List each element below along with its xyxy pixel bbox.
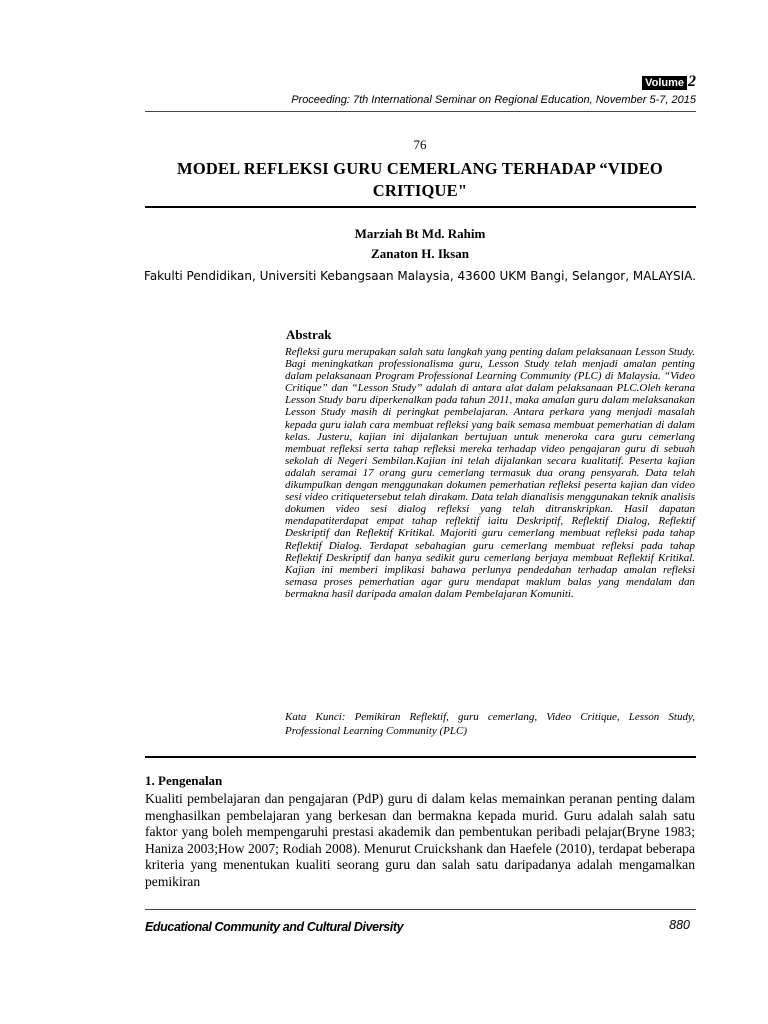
- proceeding-line: Proceeding: 7th International Seminar on Regional Education, November 5-7, 2015: [291, 94, 696, 106]
- header-divider: [145, 111, 696, 112]
- paper-title: MODEL REFLEKSI GURU CEMERLANG TERHADAP “VIDEO CRITIQUE": [177, 159, 663, 200]
- volume-number: 2: [688, 73, 696, 90]
- section-body: Kualiti pembelajaran dan pengajaran (PdP) guru di dalam kelas memainkan peranan penting dalam menghasilkan pembelajaran yang berkesan dan bermakna kepada murid. Guru adalah salah satu faktor yang boleh mempengaruhi prestasi akademik dan pembentukan peribadi pelajar(Bryne 1983; Haniza 2003;How 2007; Rodiah 2008). Menurut Cruickshank dan Haefele (2010), terdapat beberapa kriteria yang menentukan kualiti seorang guru dan salah satu daripadanya adalah mengamalkan pemikiran: [145, 791, 695, 889]
- section-heading: 1. Pengenalan: [145, 773, 223, 788]
- abstract-heading: Abstrak: [286, 327, 332, 342]
- author-name: Zanaton H. Iksan: [371, 246, 469, 261]
- abstract-keywords: Kata Kunci: Pemikiran Reflektif, guru cemerlang, Video Critique, Lesson Study, Professional Learning Community (PLC): [285, 711, 695, 737]
- page-number: 880: [669, 918, 690, 932]
- abstract-body: Refleksi guru merupakan salah satu langkah yang penting dalam pelaksanaan Lesson Study. Bagi meningkatkan professionalisma guru, Lesson Study telah menjadi amalan penting dalam pelaksanaan Program Professional Learning Community (PLC) di Malaysia. “Video Critique” dan “Lesson Study” adalah di antara alat dalam pelaksanaan PLC.Oleh kerana Lesson Study baru diperkenalkan pada tahun 2011, maka amalan guru dalam melaksanakan Lesson Study masih di peringkat pembelajaran. Antara perkara yang menjadi masalah kepada guru ialah cara membuat refleksi yang baik semasa membuat pemerhatian di dalam kelas. Justeru, kajian ini dijalankan bertujuan untuk meneroka cara guru cemerlang membuat refleksi serta tahap refleksi mereka terhadap video pengajaran guru di sebuah sekolah di Negeri Sembilan.Kajian ini telah dijalankan secara kualitatif. Peserta kajian adalah seramai 17 orang guru cemerlang termasuk dua orang pensyarah. Data telah dikumpulkan dengan menggunakan dokumen pemerhatian refleksi peserta kajian dan video sesi video critiquetersebut telah dirakam. Data telah dianalisis menggunakan teknik analisis dokumen video sesi dialog refleksi yang telah ditranskripkan. Hasil dapatan mendapatiterdapat empat tahap reflektif iaitu Deskriptif, Reflektif Dialog, Reflektif Deskriptif dan Reflektif Kritikal. Majoriti guru cemerlang membuat refleksi pada tahap Reflektif Dialog. Terdapat sebahagian guru cemerlang membuat refleksi pada tahap Reflektif Deskriptif dan hanya sedikit guru cemerlang berjaya membuat Reflektif Kritikal. Kajian ini memberi implikasi bahawa perlunya pendedahan terhadap amalan refleksi semasa proses pemerhatian agar guru mendapat maklum balas yang mendalam dan bermakna hasil daripada amalan dalam Pembelajaran Komuniti.: [285, 346, 695, 600]
- author-name: Marziah Bt Md. Rahim: [354, 226, 486, 241]
- volume-indicator: [642, 74, 696, 90]
- journal-name: Educational Community and Cultural Diversity: [145, 920, 404, 934]
- footer-divider: [145, 909, 696, 910]
- paper-number: 76: [413, 137, 427, 152]
- title-divider: [145, 206, 696, 208]
- abstract-divider: [145, 756, 696, 758]
- author-affiliation: Fakulti Pendidikan, Universiti Kebangsaan Malaysia, 43600 UKM Bangi, Selangor, MALAYSIA.: [144, 269, 696, 283]
- volume-label: Volume: [642, 76, 687, 90]
